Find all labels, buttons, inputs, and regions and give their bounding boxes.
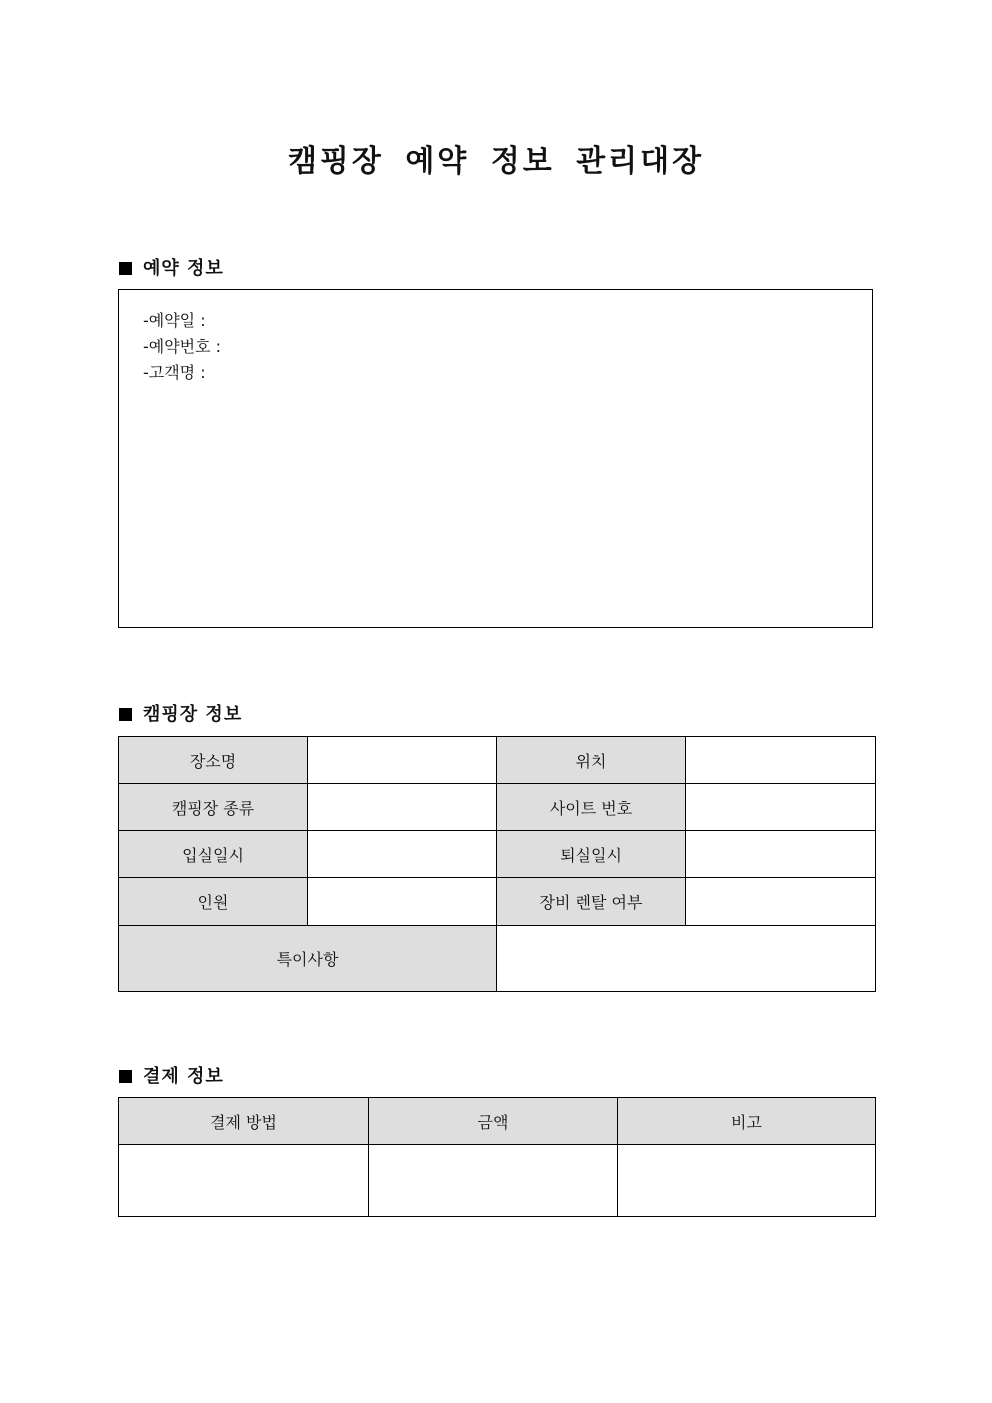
place-name-value[interactable] (308, 737, 497, 784)
location-value[interactable] (686, 737, 876, 784)
remarks-value[interactable] (618, 1145, 876, 1217)
table-row (119, 784, 876, 831)
payment-info-table (118, 1097, 876, 1217)
table-row (119, 926, 876, 992)
table-row (119, 1098, 876, 1145)
campsite-info-table (118, 736, 876, 992)
payment-method-header: 결제 방법 (119, 1098, 369, 1145)
notes-value[interactable] (497, 926, 876, 992)
remarks-header: 비고 (618, 1098, 876, 1145)
check-out-value[interactable] (686, 831, 876, 878)
equipment-rental-label: 장비 렌탈 여부 (497, 878, 686, 926)
amount-value[interactable] (369, 1145, 618, 1217)
square-bullet-icon (119, 262, 132, 275)
customer-name-line: -고객명 : (143, 363, 206, 382)
campsite-type-value[interactable] (308, 784, 497, 831)
site-number-value[interactable] (686, 784, 876, 831)
place-name-label: 장소명 (119, 737, 308, 784)
reservation-heading-text: 예약 정보 (143, 258, 224, 279)
site-number-label: 사이트 번호 (497, 784, 686, 831)
check-in-label: 입실일시 (119, 831, 308, 878)
reservation-info-box (118, 289, 873, 628)
reservation-date-line: -예약일 : (143, 311, 206, 330)
equipment-rental-value[interactable] (686, 878, 876, 926)
campsite-section-heading (119, 700, 242, 726)
square-bullet-icon (119, 708, 132, 721)
reservation-number-line: -예약번호 : (143, 337, 222, 356)
campsite-type-label: 캠핑장 종류 (119, 784, 308, 831)
payment-heading-text: 결제 정보 (143, 1066, 224, 1087)
table-row (119, 878, 876, 926)
check-out-label: 퇴실일시 (497, 831, 686, 878)
amount-header: 금액 (369, 1098, 618, 1145)
square-bullet-icon (119, 1070, 132, 1083)
check-in-value[interactable] (308, 831, 497, 878)
location-label: 위치 (497, 737, 686, 784)
guests-value[interactable] (308, 878, 497, 926)
notes-label: 특이사항 (119, 926, 497, 992)
guests-label: 인원 (119, 878, 308, 926)
reservation-section-heading (119, 254, 224, 280)
table-row (119, 1145, 876, 1217)
table-row (119, 831, 876, 878)
payment-method-value[interactable] (119, 1145, 369, 1217)
table-row (119, 737, 876, 784)
document-title: 캠핑장 예약 정보 관리대장 (287, 144, 705, 179)
campsite-heading-text: 캠핑장 정보 (143, 704, 243, 725)
payment-section-heading (119, 1062, 224, 1088)
